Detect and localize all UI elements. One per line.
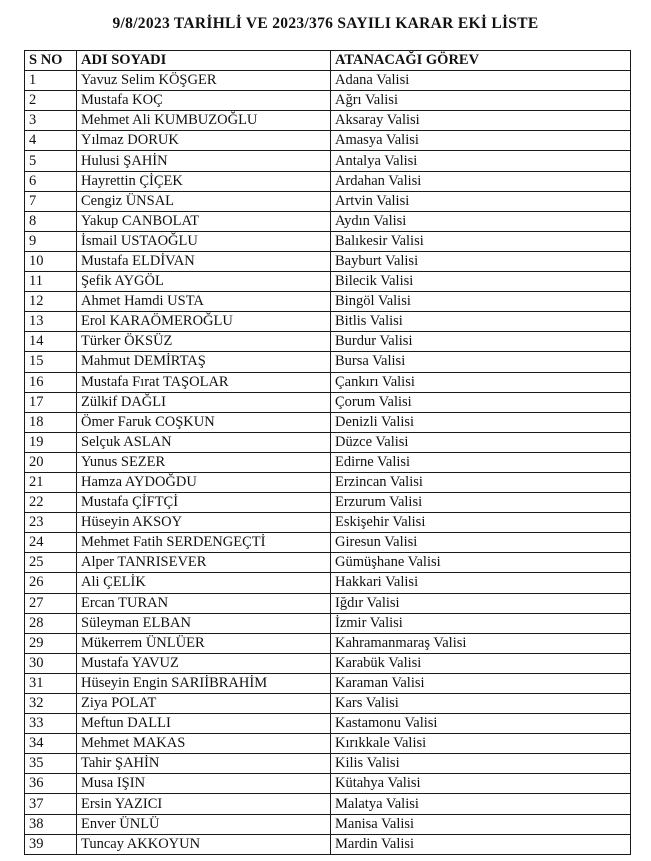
cell-gorev: Denizli Valisi — [331, 412, 631, 432]
cell-sno: 29 — [25, 633, 77, 653]
cell-name: Mustafa KOÇ — [77, 91, 331, 111]
table-row — [25, 814, 631, 834]
cell-sno: 12 — [25, 292, 77, 312]
cell-gorev: Edirne Valisi — [331, 452, 631, 472]
cell-gorev: Amasya Valisi — [331, 131, 631, 151]
table-row — [25, 472, 631, 492]
cell-name: Yavuz Selim KÖŞGER — [77, 71, 331, 91]
cell-name: Alper TANRISEVER — [77, 553, 331, 573]
cell-name: İsmail USTAOĞLU — [77, 231, 331, 251]
cell-gorev: Bingöl Valisi — [331, 292, 631, 312]
cell-sno: 19 — [25, 432, 77, 452]
cell-name: Mustafa Fırat TAŞOLAR — [77, 372, 331, 392]
cell-sno: 2 — [25, 91, 77, 111]
cell-name: Hüseyin AKSOY — [77, 513, 331, 533]
cell-gorev: Aksaray Valisi — [331, 111, 631, 131]
cell-sno: 31 — [25, 673, 77, 693]
cell-gorev: Adana Valisi — [331, 71, 631, 91]
table-header-row — [25, 51, 631, 71]
cell-gorev: Artvin Valisi — [331, 191, 631, 211]
cell-name: Mustafa ÇİFTÇİ — [77, 493, 331, 513]
table-row — [25, 754, 631, 774]
cell-sno: 38 — [25, 814, 77, 834]
table-row — [25, 794, 631, 814]
table-row — [25, 432, 631, 452]
cell-sno: 15 — [25, 352, 77, 372]
cell-name: Cengiz ÜNSAL — [77, 191, 331, 211]
cell-gorev: Erzurum Valisi — [331, 493, 631, 513]
cell-sno: 14 — [25, 332, 77, 352]
cell-gorev: Bursa Valisi — [331, 352, 631, 372]
cell-name: Erol KARAÖMEROĞLU — [77, 312, 331, 332]
table-row — [25, 151, 631, 171]
cell-gorev: Balıkesir Valisi — [331, 231, 631, 251]
cell-sno: 32 — [25, 694, 77, 714]
cell-sno: 9 — [25, 231, 77, 251]
cell-sno: 27 — [25, 593, 77, 613]
cell-gorev: Kilis Valisi — [331, 754, 631, 774]
table-row — [25, 312, 631, 332]
appointment-table — [24, 50, 631, 855]
table-row — [25, 452, 631, 472]
cell-sno: 23 — [25, 513, 77, 533]
table-row — [25, 251, 631, 271]
cell-gorev: Ardahan Valisi — [331, 171, 631, 191]
cell-sno: 35 — [25, 754, 77, 774]
cell-gorev: Ağrı Valisi — [331, 91, 631, 111]
cell-sno: 4 — [25, 131, 77, 151]
cell-name: Ömer Faruk COŞKUN — [77, 412, 331, 432]
cell-name: Meftun DALLI — [77, 714, 331, 734]
cell-gorev: Giresun Valisi — [331, 533, 631, 553]
cell-gorev: Kütahya Valisi — [331, 774, 631, 794]
cell-sno: 3 — [25, 111, 77, 131]
table-row — [25, 553, 631, 573]
cell-name: Yakup CANBOLAT — [77, 211, 331, 231]
cell-gorev: Iğdır Valisi — [331, 593, 631, 613]
cell-sno: 11 — [25, 272, 77, 292]
cell-name: Enver ÜNLÜ — [77, 814, 331, 834]
table-row — [25, 272, 631, 292]
cell-name: Hamza AYDOĞDU — [77, 472, 331, 492]
table-row — [25, 573, 631, 593]
cell-name: Tuncay AKKOYUN — [77, 834, 331, 854]
cell-gorev: Erzincan Valisi — [331, 472, 631, 492]
cell-sno: 25 — [25, 553, 77, 573]
cell-gorev: Bitlis Valisi — [331, 312, 631, 332]
cell-gorev: Bilecik Valisi — [331, 272, 631, 292]
table-row — [25, 171, 631, 191]
cell-gorev: Kırıkkale Valisi — [331, 734, 631, 754]
cell-name: Türker ÖKSÜZ — [77, 332, 331, 352]
cell-name: Şefik AYGÖL — [77, 272, 331, 292]
table-row — [25, 653, 631, 673]
cell-gorev: Düzce Valisi — [331, 432, 631, 452]
cell-name: Yılmaz DORUK — [77, 131, 331, 151]
table-row — [25, 694, 631, 714]
table-row — [25, 834, 631, 854]
cell-sno: 21 — [25, 472, 77, 492]
cell-sno: 34 — [25, 734, 77, 754]
cell-name: Yunus SEZER — [77, 452, 331, 472]
cell-sno: 16 — [25, 372, 77, 392]
cell-name: Tahir ŞAHİN — [77, 754, 331, 774]
table-row — [25, 352, 631, 372]
cell-sno: 30 — [25, 653, 77, 673]
cell-gorev: İzmir Valisi — [331, 613, 631, 633]
cell-gorev: Manisa Valisi — [331, 814, 631, 834]
cell-gorev: Kars Valisi — [331, 694, 631, 714]
cell-name: Ali ÇELİK — [77, 573, 331, 593]
table-row — [25, 71, 631, 91]
cell-name: Mahmut DEMİRTAŞ — [77, 352, 331, 372]
cell-name: Hayrettin ÇİÇEK — [77, 171, 331, 191]
table-row — [25, 111, 631, 131]
table-row — [25, 231, 631, 251]
table-row — [25, 613, 631, 633]
cell-gorev: Çankırı Valisi — [331, 372, 631, 392]
cell-name: Mehmet MAKAS — [77, 734, 331, 754]
table-body — [25, 71, 631, 855]
cell-gorev: Kahramanmaraş Valisi — [331, 633, 631, 653]
cell-name: Süleyman ELBAN — [77, 613, 331, 633]
cell-name: Selçuk ASLAN — [77, 432, 331, 452]
cell-gorev: Karabük Valisi — [331, 653, 631, 673]
header-gorev: ATANACAĞI GÖREV — [331, 51, 631, 71]
cell-sno: 7 — [25, 191, 77, 211]
cell-sno: 13 — [25, 312, 77, 332]
table-row — [25, 211, 631, 231]
cell-gorev: Antalya Valisi — [331, 151, 631, 171]
cell-sno: 24 — [25, 533, 77, 553]
cell-gorev: Çorum Valisi — [331, 392, 631, 412]
table-row — [25, 91, 631, 111]
table-row — [25, 513, 631, 533]
cell-gorev: Karaman Valisi — [331, 673, 631, 693]
cell-name: Mükerrem ÜNLÜER — [77, 633, 331, 653]
table-row — [25, 412, 631, 432]
table-row — [25, 593, 631, 613]
cell-sno: 22 — [25, 493, 77, 513]
table-row — [25, 673, 631, 693]
cell-name: Mehmet Ali KUMBUZOĞLU — [77, 111, 331, 131]
cell-sno: 37 — [25, 794, 77, 814]
cell-name: Mehmet Fatih SERDENGEÇTİ — [77, 533, 331, 553]
cell-name: Hulusi ŞAHİN — [77, 151, 331, 171]
table-row — [25, 292, 631, 312]
cell-name: Ahmet Hamdi USTA — [77, 292, 331, 312]
header-sno: S NO — [25, 51, 77, 71]
cell-gorev: Burdur Valisi — [331, 332, 631, 352]
cell-sno: 20 — [25, 452, 77, 472]
cell-sno: 8 — [25, 211, 77, 231]
table-row — [25, 372, 631, 392]
table-row — [25, 774, 631, 794]
cell-name: Mustafa YAVUZ — [77, 653, 331, 673]
table-row — [25, 633, 631, 653]
table-row — [25, 493, 631, 513]
cell-sno: 1 — [25, 71, 77, 91]
cell-sno: 26 — [25, 573, 77, 593]
cell-sno: 5 — [25, 151, 77, 171]
cell-sno: 36 — [25, 774, 77, 794]
table-row — [25, 191, 631, 211]
cell-gorev: Hakkari Valisi — [331, 573, 631, 593]
header-name: ADI SOYADI — [77, 51, 331, 71]
table-row — [25, 392, 631, 412]
cell-gorev: Gümüşhane Valisi — [331, 553, 631, 573]
cell-sno: 33 — [25, 714, 77, 734]
cell-gorev: Eskişehir Valisi — [331, 513, 631, 533]
cell-name: Hüseyin Engin SARIİBRAHİM — [77, 673, 331, 693]
cell-gorev: Mardin Valisi — [331, 834, 631, 854]
cell-name: Ersin YAZICI — [77, 794, 331, 814]
cell-sno: 39 — [25, 834, 77, 854]
cell-name: Ziya POLAT — [77, 694, 331, 714]
cell-sno: 28 — [25, 613, 77, 633]
cell-gorev: Malatya Valisi — [331, 794, 631, 814]
table-row — [25, 714, 631, 734]
cell-sno: 6 — [25, 171, 77, 191]
table-row — [25, 734, 631, 754]
cell-sno: 18 — [25, 412, 77, 432]
cell-name: Musa IŞIN — [77, 774, 331, 794]
cell-name: Mustafa ELDİVAN — [77, 251, 331, 271]
table-row — [25, 131, 631, 151]
document-title: 9/8/2023 TARİHLİ VE 2023/376 SAYILI KARAR EKİ LİSTE — [112, 15, 539, 32]
cell-name: Ercan TURAN — [77, 593, 331, 613]
cell-name: Zülkif DAĞLI — [77, 392, 331, 412]
cell-gorev: Aydın Valisi — [331, 211, 631, 231]
table-row — [25, 332, 631, 352]
cell-gorev: Kastamonu Valisi — [331, 714, 631, 734]
cell-gorev: Bayburt Valisi — [331, 251, 631, 271]
cell-sno: 10 — [25, 251, 77, 271]
cell-sno: 17 — [25, 392, 77, 412]
table-row — [25, 533, 631, 553]
